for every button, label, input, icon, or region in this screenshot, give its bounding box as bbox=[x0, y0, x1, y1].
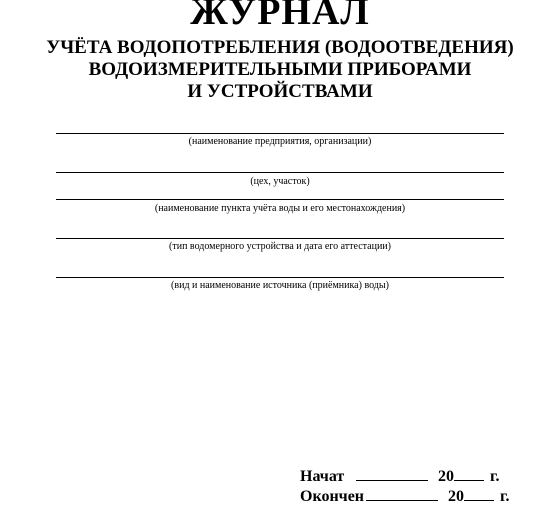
metering-point-line bbox=[56, 199, 504, 200]
started-label: Начат bbox=[300, 468, 345, 485]
ended-year-prefix: 20 bbox=[448, 488, 464, 505]
ended-date-blank bbox=[366, 486, 438, 501]
organization-line bbox=[56, 133, 504, 134]
meter-type-caption: (тип водомерного устройства и дата его аттестации) bbox=[169, 241, 391, 252]
ended-year-blank bbox=[464, 486, 494, 501]
started-date-blank bbox=[356, 466, 428, 481]
journal-title: ЖУРНАЛ bbox=[190, 0, 370, 33]
ended-row bbox=[300, 485, 540, 509]
subtitle-line-1: УЧЁТА ВОДОПОТРЕБЛЕНИЯ (ВОДООТВЕДЕНИЯ) bbox=[46, 37, 514, 58]
started-year-blank bbox=[454, 466, 484, 481]
subtitle-line-2: ВОДОИЗМЕРИТЕЛЬНЫМИ ПРИБОРАМИ bbox=[88, 59, 472, 80]
ended-year-suffix: г. bbox=[500, 488, 510, 505]
water-source-line bbox=[56, 277, 504, 278]
organization-caption: (наименование предприятия, организации) bbox=[188, 136, 372, 147]
started-year-suffix: г. bbox=[490, 468, 500, 485]
metering-point-caption: (наименование пункта учёта воды и его местонахождения) bbox=[154, 203, 406, 214]
meter-type-line bbox=[56, 238, 504, 239]
workshop-line bbox=[56, 172, 504, 173]
workshop-caption: (цех, участок) bbox=[250, 176, 310, 187]
started-year-prefix: 20 bbox=[438, 468, 454, 485]
water-source-caption: (вид и наименование источника (приёмника) воды) bbox=[171, 280, 389, 291]
ended-label: Окончен bbox=[300, 488, 365, 505]
subtitle-line-3: И УСТРОЙСТВАМИ bbox=[187, 81, 373, 102]
